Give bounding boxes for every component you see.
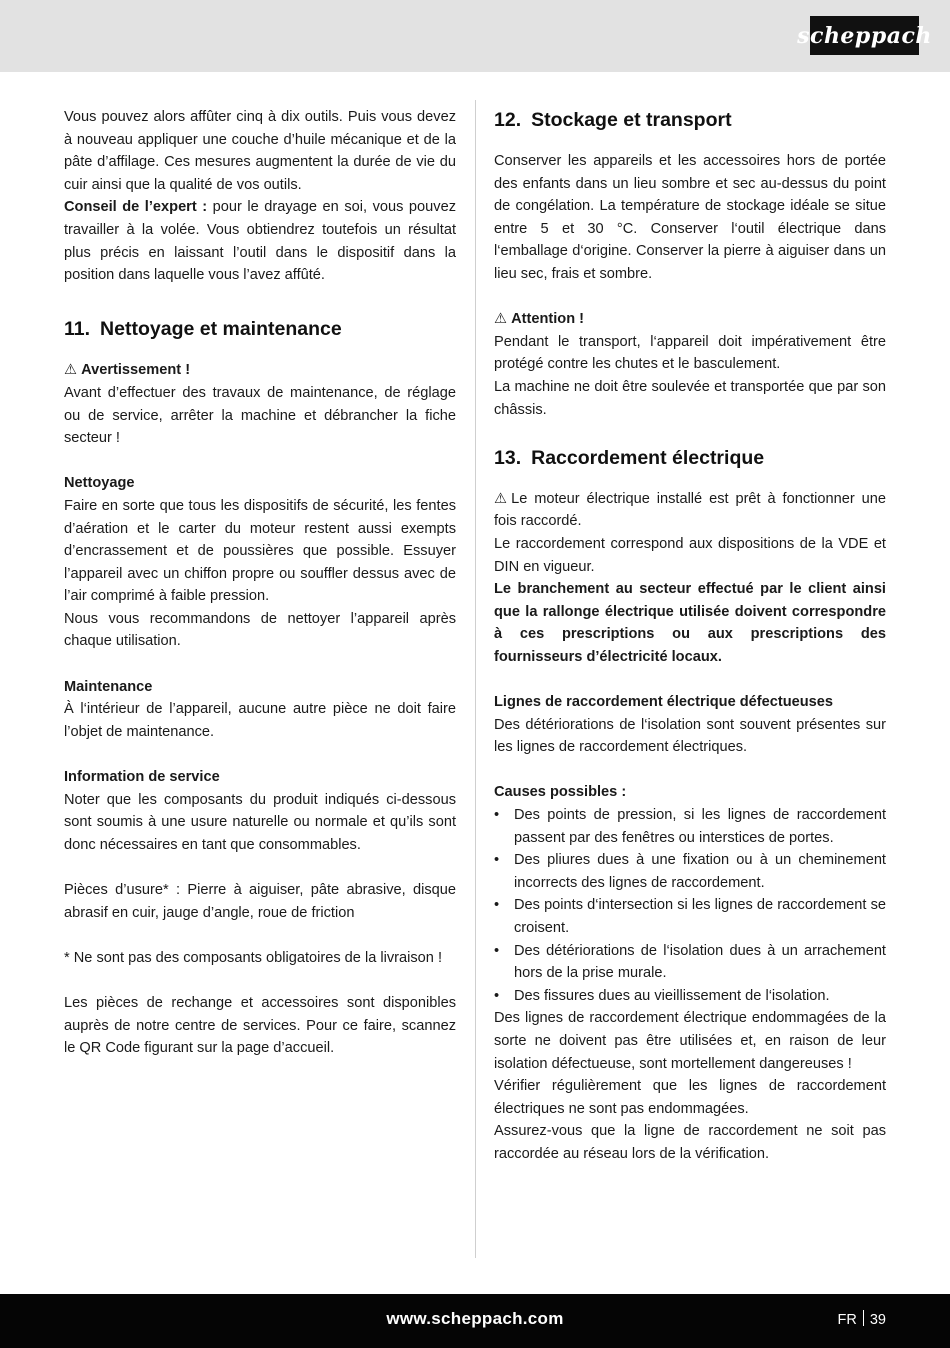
expert-tip	[64, 196, 456, 286]
bullet-icon: •	[494, 807, 500, 824]
defective-lines-heading: Lignes de raccordement électrique défectueuses	[494, 694, 834, 711]
warning-icon: ⚠	[494, 311, 508, 328]
storage-text: Conserver les appareils et les accessoires hors de portée des enfants dans un lieu sombre et sec au-dessus du point de congélation. La température de stockage idéale se situe entre 5 et 30 °C. Conserver l‘outil électrique dans l‘emballage d‘origine. Conserver la pierre à aiguiser dans un lieu sec, frais et sombre.	[494, 153, 886, 282]
intro-paragraph: Vous pouvez alors affûter cinq à dix outils. Puis vous devez à nouveau appliquer une couche d’huile mécanique et de la pâte d’affilage. Ces mesures augmentent la durée de vie du cuir ainsi que la qualité de vos outils.	[64, 109, 456, 193]
bullet-icon: •	[494, 942, 500, 959]
language-code: FR	[837, 1312, 857, 1328]
defective-lines-text: Des détériorations de l‘isolation sont souvent présentes sur les lignes de raccordement électriques.	[494, 716, 886, 756]
header-bar	[0, 0, 950, 72]
service-info-heading: Information de service	[64, 769, 220, 786]
list-item: • Des détériorations de l‘isolation dues à un arrachement hors de la prise murale.	[494, 940, 886, 985]
warning-text: Avant d’effectuer des travaux de maintenance, de réglage ou de service, arrêter la machine et débrancher la fiche secteur !	[64, 384, 456, 447]
maintenance-heading: Maintenance	[64, 678, 153, 695]
spare-parts-text: Les pièces de rechange et accessoires sont disponibles auprès de notre centre de services. Pour ce faire, scannez le QR Code figurant sur la page d’accueil.	[64, 994, 456, 1057]
cleaning-text: Faire en sorte que tous les dispositifs de sécurité, les fentes d’aération et le carter du moteur restent aussi exempts d’encrassement et de poussières que possible. Essuyer l’appareil avec un chiffon propre ou souffler dessus avec de l’air comprimé à faible pression.	[64, 497, 456, 605]
motor-text: ⚠ Le moteur électrique installé est prêt à fonctionner une fois raccordé.	[494, 488, 886, 533]
section-12-heading: 12. Stockage et transport	[494, 109, 732, 131]
page-separator	[863, 1310, 864, 1326]
cleaning-heading: Nettoyage	[64, 475, 135, 492]
footnote-text: * Ne sont pas des composants obligatoires de la livraison !	[64, 949, 443, 966]
assure-text: Assurez-vous que la ligne de raccordement ne soit pas raccordée au réseau lors de la vérification.	[494, 1123, 886, 1162]
footer-bar	[0, 1294, 950, 1348]
bullet-icon: •	[494, 852, 500, 869]
client-connection-text: Le branchement au secteur effectué par le client ainsi que la rallonge électrique utilisée doivent correspondre à ces prescriptions ou aux prescriptions des fournisseurs d’électricité locaux.	[494, 581, 886, 665]
expert-tip-text: pour le drayage en soi, vous pouvez travailler à la volée. Vous obtiendrez toutefois un résultat plus précis en laissant l’outil dans le dispositif dans la position dans laquelle vous l’avez affûté.	[64, 199, 456, 284]
column-divider	[475, 100, 476, 1258]
check-text: Vérifier régulièrement que les lignes de raccordement électriques ne sont pas endommagées.	[494, 1078, 886, 1117]
warning-heading: ⚠ Avertissement !	[64, 359, 456, 382]
damaged-lines-text: Des lignes de raccordement électrique endommagées de la sorte ne doivent pas être utilisées et, en raison de leur isolation défectueuse, sont mortellement dangereuses !	[494, 1010, 886, 1072]
page-number: 39	[869, 1312, 886, 1328]
causes-list	[494, 804, 886, 1007]
brand-logo: scheppach	[810, 16, 919, 55]
warning-icon: ⚠	[64, 362, 78, 379]
wear-parts-text: Pièces d’usure* : Pierre à aiguiser, pâte abrasive, disque abrasif en cuir, jauge d’angle, roue de friction	[64, 882, 456, 921]
attention-text-2: La machine ne doit être soulevée et transportée que par son châssis.	[494, 378, 886, 418]
list-item: • Des fissures dues au vieillissement de l‘isolation.	[494, 985, 886, 1008]
bullet-icon: •	[494, 987, 500, 1004]
service-info-text: Noter que les composants du produit indiqués ci-dessous sont soumis à une usure naturelle ou normale et qu’ils sont donc nécessaires en tant que consommables.	[64, 791, 456, 853]
page-indicator	[838, 1310, 886, 1328]
list-item: • Des pliures dues à une fixation ou à un cheminement incorrects des lignes de raccordement.	[494, 849, 886, 894]
list-item: • Des points d‘intersection si les lignes de raccordement se croisent.	[494, 894, 886, 939]
cleaning-text-2: Nous vous recommandons de nettoyer l’appareil après chaque utilisation.	[64, 610, 456, 650]
website-link[interactable]: www.scheppach.com	[386, 1309, 564, 1328]
causes-heading: Causes possibles :	[494, 784, 627, 801]
expert-tip-label: Conseil de l’expert :	[64, 199, 208, 216]
left-column	[64, 106, 456, 1060]
attention-text-1: Pendant le transport, l‘appareil doit impérativement être protégé contre les chutes et le basculement.	[494, 333, 886, 373]
warning-icon: ⚠	[494, 490, 508, 507]
right-column	[494, 106, 886, 1166]
section-13-heading: 13. Raccordement électrique	[494, 446, 765, 469]
section-11-heading: 11. Nettoyage et maintenance	[64, 318, 342, 341]
maintenance-text: À l‘intérieur de l’appareil, aucune autre pièce ne doit faire l’objet de maintenance.	[64, 701, 456, 740]
connection-text: Le raccordement correspond aux dispositions de la VDE et DIN en vigueur.	[494, 535, 886, 575]
list-item: • Des points de pression, si les lignes de raccordement passent par des fenêtres ou interstices de portes.	[494, 804, 886, 849]
bullet-icon: •	[494, 897, 500, 914]
attention-heading: ⚠ Attention !	[494, 308, 886, 331]
